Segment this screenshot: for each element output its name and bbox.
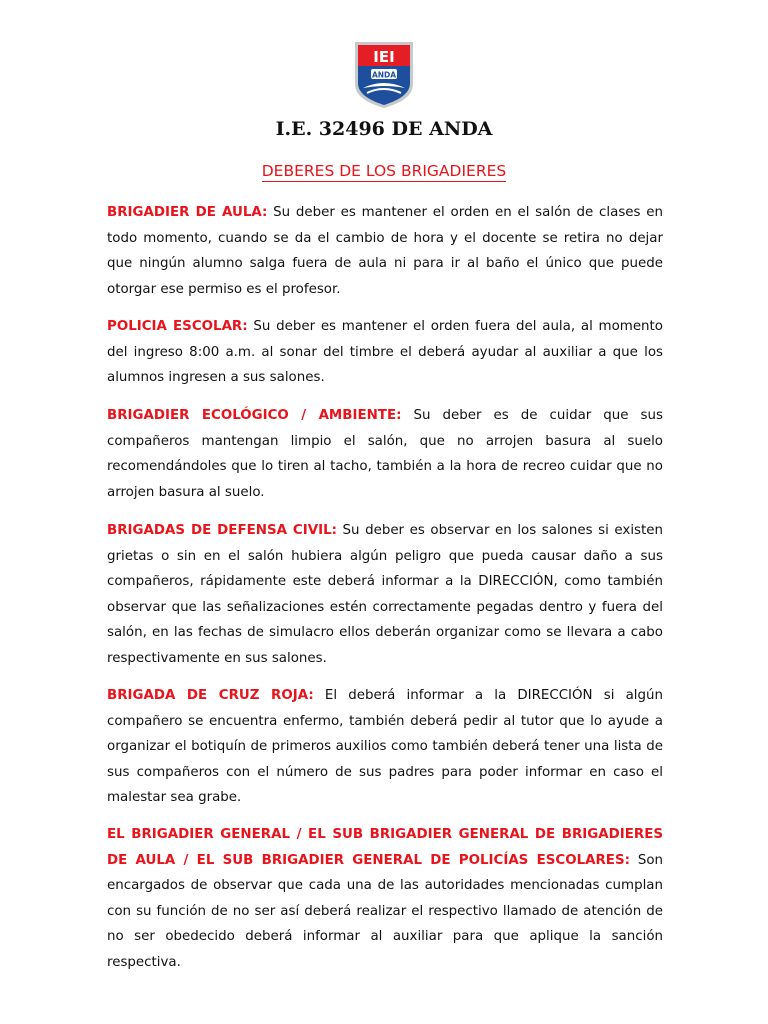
section-text: Su deber es mantener el orden fuera del aula, al momento del ingreso 8:00 a.m. al sonar del timbre el deberá ayudar al auxiliar a que los alumnos ingresen a sus salones. — [107, 319, 663, 386]
logo-text-badge: ANDA — [371, 70, 397, 80]
section-cruz-roja — [107, 683, 663, 811]
section-brigadier-ecologico — [107, 403, 663, 505]
section-text: Su deber es observar en los salones si existen grietas o sin en el salón hubiera algún peligro que pueda causar daño a sus compañeros, rápidamente este deberá informar a la DIRECCIÓN, como también observar que las señalizaciones estén correctamente pegadas dentro y fuera del salón, en las fechas de simulacro ellos deberán organizar como se llevara a cabo respectivamente en sus salones. — [107, 523, 663, 666]
section-text: Su deber es mantener el orden en el salón de clases en todo momento, cuando se da el cambio de hora y el docente se retira no dejar que ningún alumno salga fuera de aula ni para ir al baño el único que puede otorgar ese permiso es el profesor. — [107, 205, 663, 297]
section-text: Su deber es de cuidar que sus compañeros mantengan limpio el salón, que no arrojen basura al suelo recomendándoles que lo tiren al tacho, también a la hora de recreo cuidar que no arrojen basura al suelo. — [107, 408, 663, 500]
section-label: BRIGADIER DE AULA: — [107, 205, 268, 220]
section-brigadier-aula — [107, 200, 663, 302]
document-heading-text: DEBERES DE LOS BRIGADIERES — [261, 162, 507, 180]
logo-text-top: IEI — [373, 48, 395, 66]
section-label: BRIGADA DE CRUZ ROJA: — [107, 688, 314, 703]
section-label: BRIGADAS DE DEFENSA CIVIL: — [107, 523, 337, 538]
section-defensa-civil — [107, 518, 663, 672]
school-title: I.E. 32496 DE ANDA — [275, 118, 493, 140]
school-logo — [349, 38, 419, 110]
section-label: EL BRIGADIER GENERAL / EL SUB BRIGADIER GENERAL DE BRIGADIERES DE AULA / EL SUB BRIGADIER GENERAL DE POLICÍAS ESCOLARES: — [107, 827, 663, 868]
section-policia-escolar — [107, 314, 663, 391]
document-heading — [0, 162, 768, 180]
section-text: Son encargados de observar que cada una de las autoridades mencionadas cumplan con su función de no ser así deberá realizar el respectivo llamado de atención de no ser obedecido deberá informar al auxiliar para que aplique la sanción respectiva. — [107, 852, 663, 970]
section-label: BRIGADIER ECOLÓGICO / AMBIENTE: — [107, 408, 402, 423]
section-brigadier-general — [107, 822, 663, 976]
section-text: El deberá informar a la DIRECCIÓN si algún compañero se encuentra enfermo, también deberá pedir al tutor que lo ayude a organizar el botiquín de primeros auxilios como también deberá tener una lista de sus compañeros con el número de sus padres para poder informar en caso el malestar sea grabe. — [107, 688, 663, 806]
section-label: POLICIA ESCOLAR: — [107, 319, 248, 334]
